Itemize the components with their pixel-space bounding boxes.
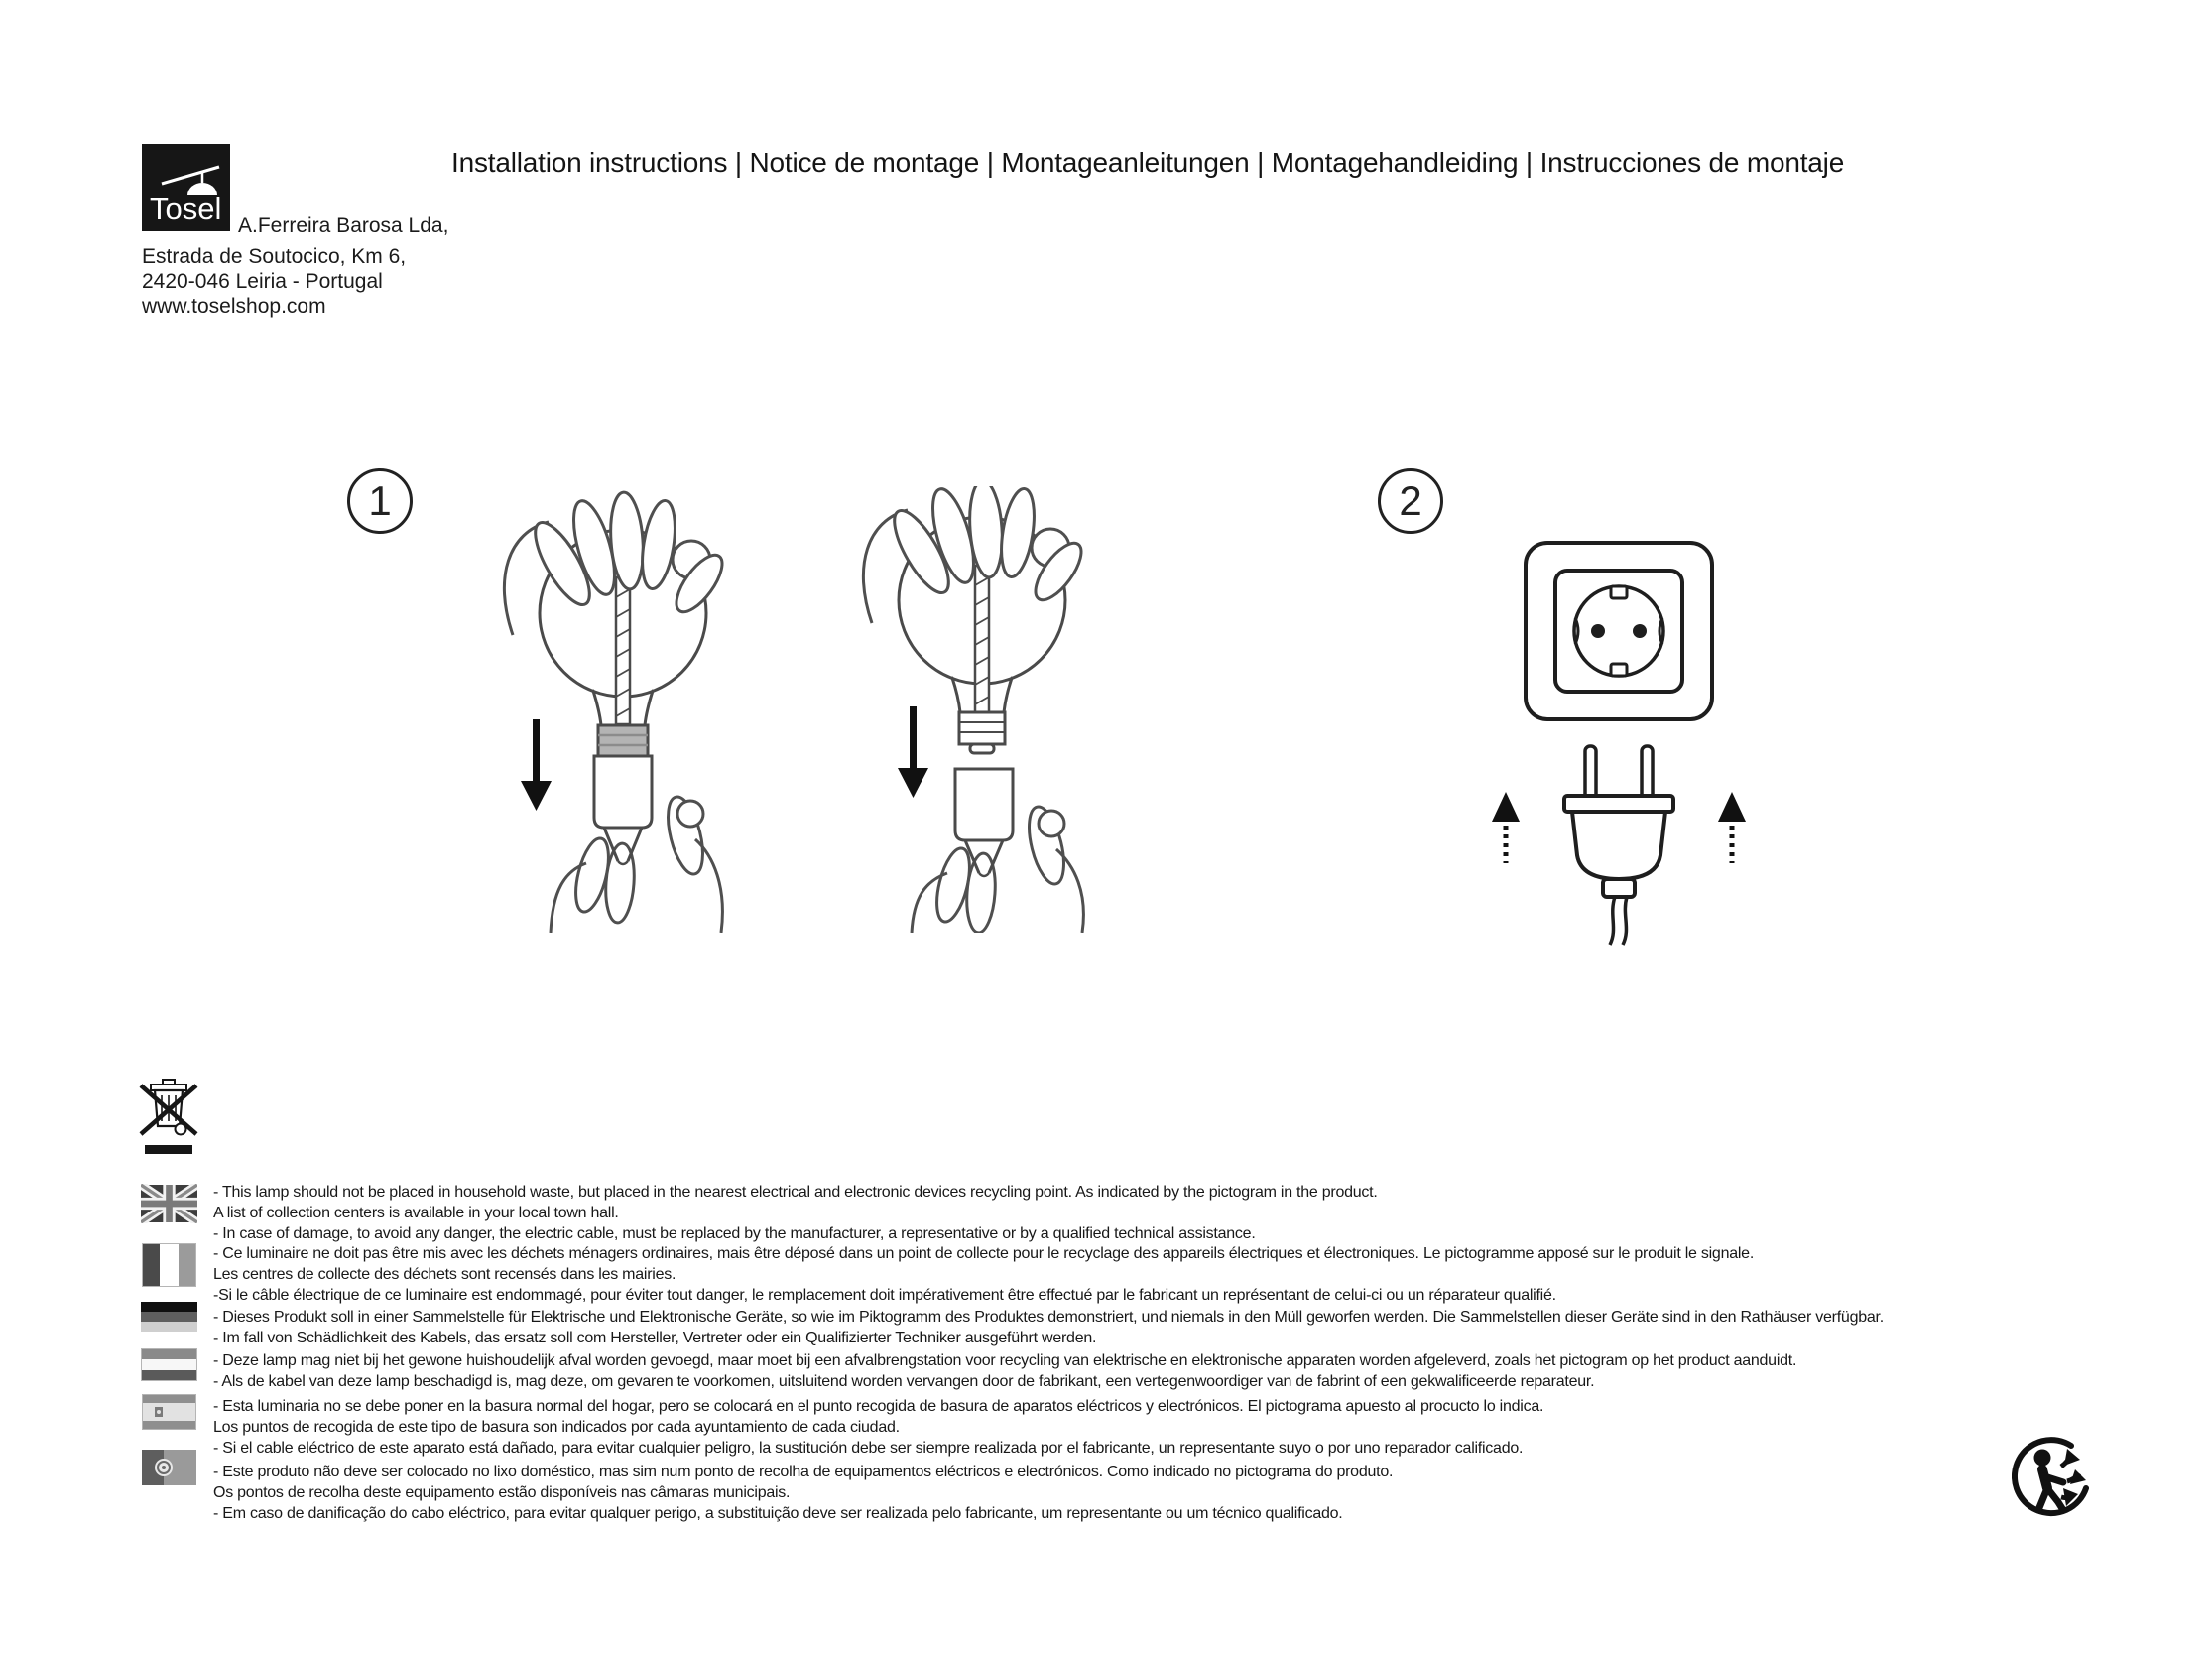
recycling-text-de xyxy=(213,1307,1884,1348)
text-line: Los puntos de recogida de este tipo de basura son indicados por cada ayuntamiento de cada ciudad. xyxy=(213,1419,900,1436)
portugal-flag-icon xyxy=(142,1450,196,1485)
address-line: Estrada de Soutocico, Km 6, xyxy=(142,245,407,268)
step1-illustration-screw-bulb xyxy=(491,486,818,933)
france-flag-icon xyxy=(142,1243,196,1287)
up-arrow-icon xyxy=(1718,792,1746,863)
text-line: - Si el cable eléctrico de este aparato está dañado, para evitar cualquier peligro, la sustitución debe ser siempre realizada por el fabricante, un representante suyo o por uno reparador calificado. xyxy=(213,1440,1524,1457)
recycling-text-es xyxy=(213,1396,1543,1459)
text-line: - Este produto não deve ser colocado no lixo doméstico, mas sim num ponto de recolha de equipamentos eléctricos e electrónicos. Como indicado no pictograma do produto. xyxy=(213,1464,1394,1480)
text-line: -Si le câble électrique de ce luminaire est endommagé, pour éviter tout danger, le remplacement doit impérativement être effectué par le fabricant un représentant de celui-ci ou un réparateur qualifié. xyxy=(213,1287,1556,1304)
text-line: - Deze lamp mag niet bij het gewone huishoudelijk afval worden gevoegd, maar moet bij een afvalbrengstation voor recycling van elektrische en elektronische apparaten worden afgeleverd, zoals het pictogram op het product aanduidt. xyxy=(213,1352,1797,1369)
recycling-text-nl xyxy=(213,1350,1796,1392)
pendant-lamp-logo-icon xyxy=(142,144,230,231)
logo-text: Tosel xyxy=(150,191,222,226)
text-line: - Im fall von Schädlichkeit des Kabels, das ersatz soll com Hersteller, Vertreter oder ein Qualifizierter Techniker ausgeführt werden. xyxy=(213,1330,1097,1346)
step2-illustration-socket-plug xyxy=(1458,536,1776,953)
recycling-text-fr xyxy=(213,1243,1754,1306)
netherlands-flag-icon xyxy=(141,1348,197,1381)
step-number: 1 xyxy=(368,477,392,524)
spain-flag-icon xyxy=(142,1394,196,1430)
text-line: - Esta luminaria no se debe poner en la basura normal del hogar, pero se colocará en el punto recogida de basura de aparatos eléctricos y electrónicos. El pictograma apuesto al procucto lo indica. xyxy=(213,1398,1544,1415)
schuko-wall-socket-icon xyxy=(1526,543,1712,719)
text-line: - Dieses Produkt soll in einer Sammelstelle für Elektrische und Elektronische Geräte, so wie im Piktogramm des Produktes demonstriert, und niemals in den Müll geworfen werden. Die Sammelstellen dieser Geräte sind in den Rathäuser verfügbar. xyxy=(213,1309,1884,1326)
text-line: - In case of damage, to avoid any danger, the electric cable, must be replaced by the manufacturer, a representative or by a qualified technical assistance. xyxy=(213,1225,1256,1242)
step-2-badge xyxy=(1378,468,1443,534)
company-name: A.Ferreira Barosa Lda, xyxy=(238,214,449,237)
text-line: Os pontos de recolha deste equipamento estão disponíveis nas câmaras municipais. xyxy=(213,1484,791,1501)
step-1-badge xyxy=(347,468,413,534)
page-title: Installation instructions | Notice de montage | Montageanleitungen | Montagehandleiding | Instrucciones de montaje xyxy=(451,147,1845,178)
recycling-text-pt xyxy=(213,1462,1393,1524)
text-line: - Ce luminaire ne doit pas être mis avec les déchets ménagers ordinaires, mais être déposé dans un point de collecte pour le recyclage des appareils électriques et électroniques. Le pictogramme apposé sur le produit le signale. xyxy=(213,1245,1755,1262)
recycling-text-en xyxy=(213,1182,1378,1244)
website: www.toselshop.com xyxy=(142,295,326,318)
company-address xyxy=(142,244,406,319)
text-line: Les centres de collecte des déchets sont recensés dans les mairies. xyxy=(213,1266,676,1283)
text-line: - This lamp should not be placed in household waste, but placed in the nearest electrical and electronic devices recycling point. As indicated by the pictogram in the product. xyxy=(213,1184,1378,1201)
up-arrow-icon xyxy=(1492,792,1520,863)
address-line: 2420-046 Leiria - Portugal xyxy=(142,270,383,293)
down-arrow-icon xyxy=(898,706,928,798)
triman-recycling-icon xyxy=(2012,1437,2095,1520)
weee-date-bar xyxy=(145,1145,192,1154)
germany-flag-icon xyxy=(141,1302,197,1332)
text-line: - Em caso de danificação do cabo eléctrico, para evitar qualquer perigo, a substituição deve ser realizada pelo fabricante, um representante ou um técnico qualificado. xyxy=(213,1505,1343,1522)
text-line: A list of collection centers is available in your local town hall. xyxy=(213,1205,619,1221)
step-number: 2 xyxy=(1399,477,1422,524)
text-line: - Als de kabel van deze lamp beschadigd is, mag deze, om gevaren te voorkomen, uitsluitend worden vervangen door de fabrikant, een vertegenwoordiger van de fabrint of een gekwalificeerde reparateur. xyxy=(213,1373,1595,1390)
down-arrow-icon xyxy=(521,719,552,811)
uk-flag-icon xyxy=(141,1184,197,1223)
tosel-logo xyxy=(142,144,230,231)
step1-illustration-insert-bulb xyxy=(848,486,1175,933)
screw-band xyxy=(598,725,648,756)
euro-plug-icon xyxy=(1564,746,1673,945)
crossed-out-wheelie-bin-icon xyxy=(139,1078,198,1157)
